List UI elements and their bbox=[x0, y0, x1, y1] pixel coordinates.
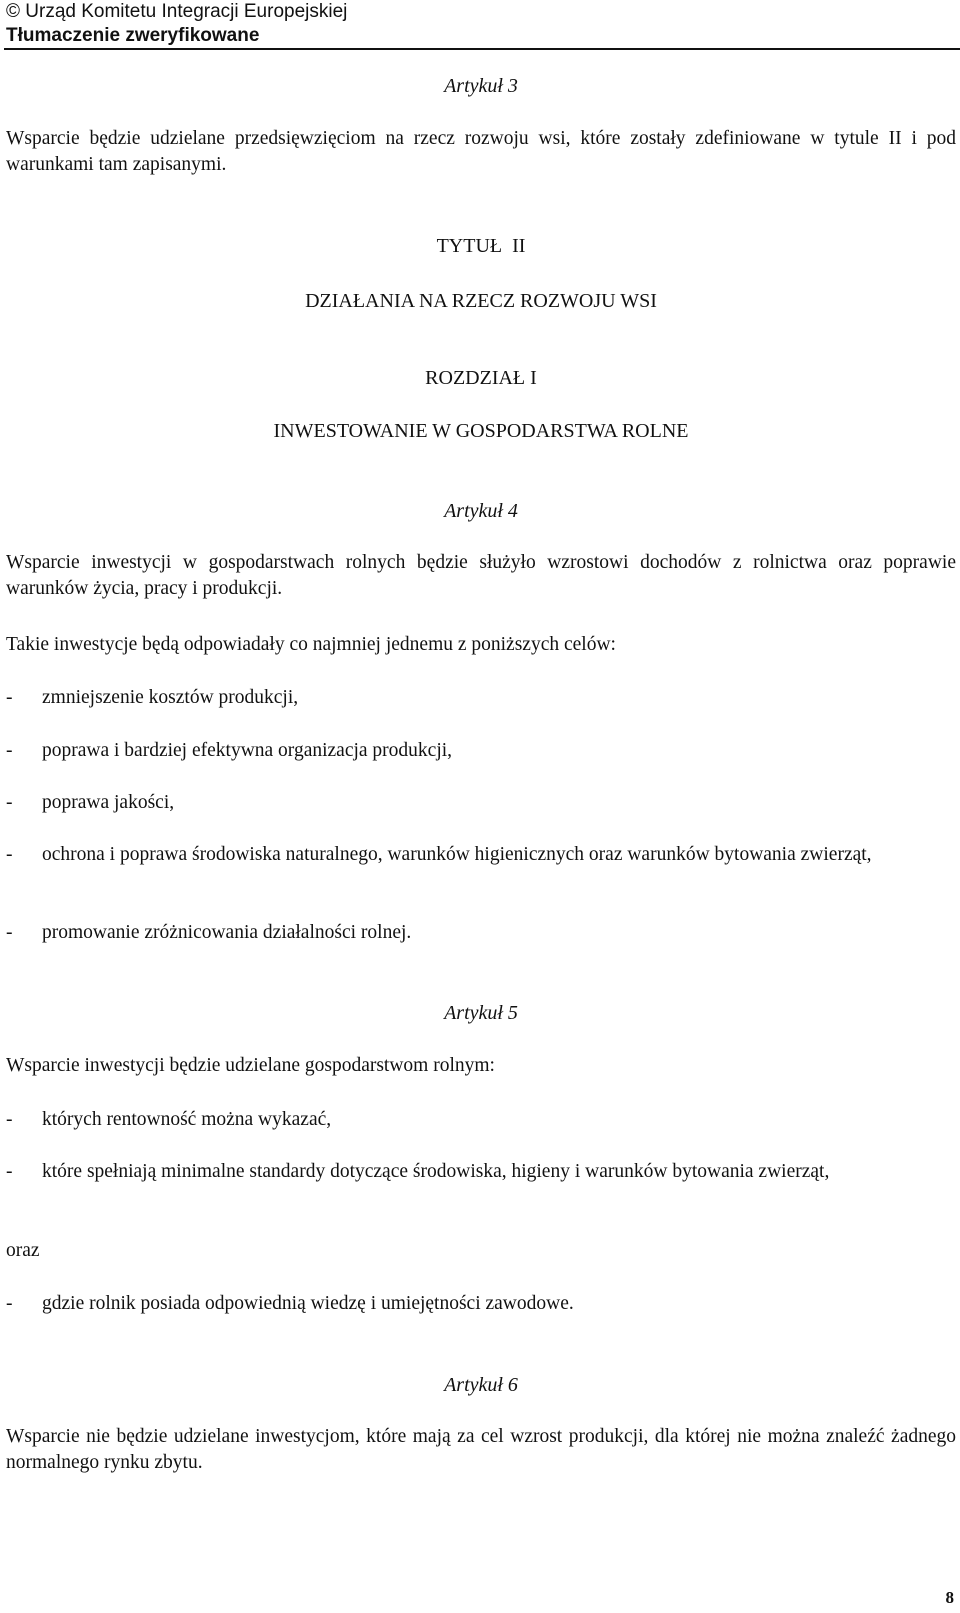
verified-translation-line: Tłumaczenie zweryfikowane bbox=[6, 25, 260, 46]
list-item bbox=[6, 790, 956, 816]
list-item bbox=[6, 920, 956, 946]
list-item-text: ochrona i poprawa środowiska naturalnego, warunków higienicznych oraz warunków bytowania zwierząt, bbox=[42, 844, 872, 865]
article-3-heading: Artykuł 3 bbox=[444, 75, 518, 97]
article-4-text: Wsparcie inwestycji w gospodarstwach rolnych będzie służyło wzrostowi dochodów z rolnictwa oraz poprawie warunków życia, pracy i produkcji. bbox=[6, 552, 956, 599]
chapter-1-label: ROZDZIAŁ I bbox=[425, 367, 537, 389]
list-marker: - bbox=[6, 922, 13, 943]
page-number: 8 bbox=[945, 1588, 954, 1607]
list-item-text: zmniejszenie kosztów produkcji, bbox=[42, 687, 299, 708]
list-item bbox=[6, 1159, 956, 1185]
article-5-heading: Artykuł 5 bbox=[444, 1002, 518, 1024]
list-item-text: których rentowność można wykazać, bbox=[42, 1109, 332, 1130]
list-item-text: poprawa i bardziej efektywna organizacja produkcji, bbox=[42, 740, 453, 761]
list-item bbox=[6, 842, 956, 868]
article-5-intro: Wsparcie inwestycji będzie udzielane gospodarstwom rolnym: bbox=[6, 1055, 495, 1076]
header-divider bbox=[4, 48, 960, 50]
copyright-line: © Urząd Komitetu Integracji Europejskiej bbox=[6, 1, 348, 22]
list-item bbox=[6, 685, 956, 711]
list-item-text: gdzie rolnik posiada odpowiednią wiedzę i umiejętności zawodowe. bbox=[42, 1293, 574, 1314]
chapter-1-name: INWESTOWANIE W GOSPODARSTWA ROLNE bbox=[273, 420, 689, 442]
list-marker: - bbox=[6, 1109, 13, 1130]
article-6-text: Wsparcie nie będzie udzielane inwestycjom, które mają za cel wzrost produkcji, dla której nie można znaleźć żadnego normalnego rynku zbytu. bbox=[6, 1426, 956, 1473]
article-5-conjunction: oraz bbox=[6, 1240, 40, 1261]
title-2-label: TYTUŁ II bbox=[436, 235, 526, 257]
list-marker: - bbox=[6, 1293, 13, 1314]
list-item bbox=[6, 738, 956, 764]
list-item bbox=[6, 1291, 956, 1317]
list-item bbox=[6, 1107, 956, 1133]
list-marker: - bbox=[6, 792, 13, 813]
article-4-heading: Artykuł 4 bbox=[444, 500, 518, 522]
list-item-text: promowanie zróżnicowania działalności rolnej. bbox=[42, 922, 412, 943]
list-marker: - bbox=[6, 740, 13, 761]
title-2-name: DZIAŁANIA NA RZECZ ROZWOJU WSI bbox=[305, 290, 657, 312]
article-6-heading: Artykuł 6 bbox=[444, 1374, 518, 1396]
list-item-text: które spełniają minimalne standardy dotyczące środowiska, higieny i warunków bytowania zwierząt, bbox=[42, 1161, 830, 1182]
list-item-text: poprawa jakości, bbox=[42, 792, 175, 813]
list-marker: - bbox=[6, 687, 13, 708]
document-header bbox=[6, 0, 960, 48]
article-4-intro: Takie inwestycje będą odpowiadały co najmniej jednemu z poniższych celów: bbox=[6, 634, 616, 655]
article-3-text: Wsparcie będzie udzielane przedsięwzięciom na rzecz rozwoju wsi, które zostały zdefiniowane w tytule II i pod warunkami tam zapisanymi. bbox=[6, 128, 956, 175]
list-marker: - bbox=[6, 844, 13, 865]
list-marker: - bbox=[6, 1161, 13, 1182]
